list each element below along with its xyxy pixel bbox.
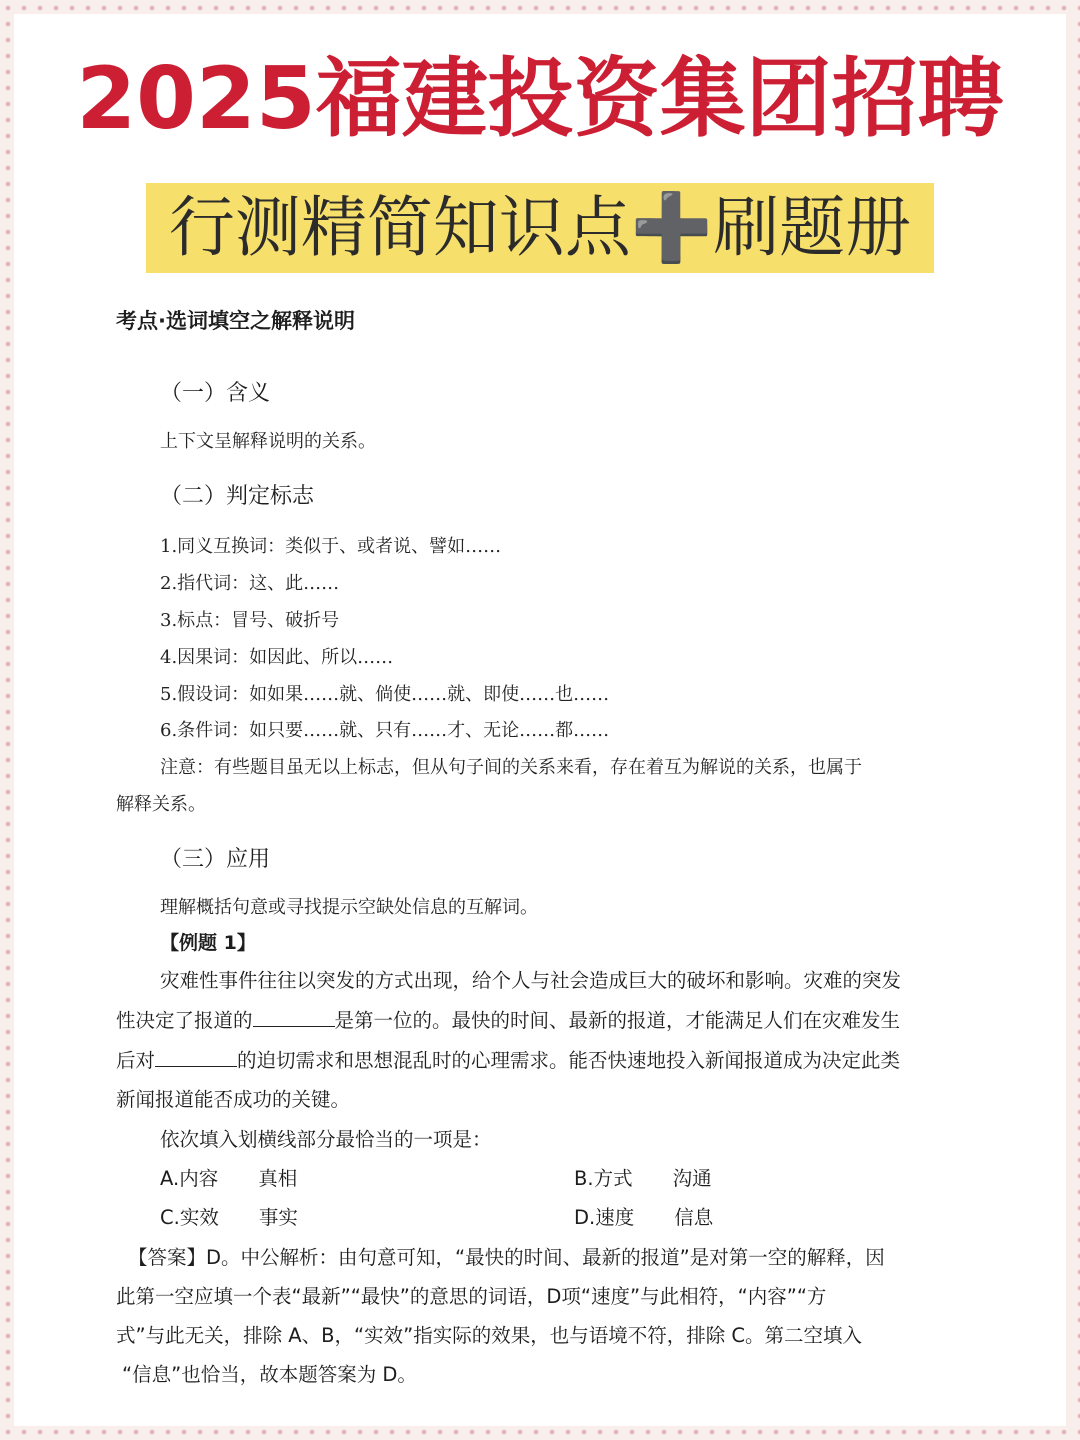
subtitle xyxy=(146,183,934,273)
example-para-line-2 xyxy=(116,1005,900,1033)
option-b xyxy=(574,1163,712,1191)
note-line-2: 解释关系。 xyxy=(116,794,206,815)
note-line-1: 注意：有些题目虽无以上标志，但从句子间的关系来看，存在着互为解说的关系，也属于 xyxy=(160,757,862,778)
section-1-text: 上下文呈解释说明的关系。 xyxy=(160,431,376,452)
option-a-word2: 真相 xyxy=(258,1167,298,1190)
fill-blank-1 xyxy=(253,1008,335,1027)
option-c-word2: 事实 xyxy=(258,1206,298,1229)
section-2-heading: （二）判定标志 xyxy=(160,484,315,509)
marker-item-6: 6.条件词：如只要……就、只有……才、无论……都…… xyxy=(160,720,610,741)
answer-line-1: 【答案】D。中公解析：由句意可知，“最快的时间、最新的报道”是对第一空的解释，因 xyxy=(128,1246,885,1269)
answer-line-4: “信息”也恰当，故本题答案为 D。 xyxy=(122,1363,417,1386)
subtitle-tail: 刷题册 xyxy=(713,189,912,266)
example-para-line-2b: 是第一位的。最快的时间、最新的报道，才能满足人们在灾难发生 xyxy=(334,1009,901,1032)
example-para-line-4: 新闻报道能否成功的关键。 xyxy=(116,1088,351,1111)
section-3-text: 理解概括句意或寻找提示空缺处信息的互解词。 xyxy=(160,897,538,918)
answer-line-3: 式”与此无关，排除 A、B，“实效”指实际的效果，也与语境不符，排除 C。第二空填入 xyxy=(116,1324,863,1347)
section-1-heading: （一）含义 xyxy=(160,381,271,406)
marker-item-2: 2.指代词：这、此…… xyxy=(160,573,340,594)
answer-line-2: 此第一空应填一个表“最新”“最快”的意思的词语，D项“速度”与此相符，“内容”“方 xyxy=(116,1285,827,1308)
option-d-word1: D.速度 xyxy=(574,1206,635,1229)
example-para-line-2a: 性决定了报道的 xyxy=(116,1009,253,1032)
marker-item-4: 4.因果词：如因此、所以…… xyxy=(160,647,394,668)
option-c xyxy=(160,1202,298,1230)
option-a xyxy=(160,1163,297,1191)
option-b-word2: 沟通 xyxy=(672,1167,712,1190)
example-question: 依次填入划横线部分最恰当的一项是： xyxy=(160,1128,492,1151)
option-b-word1: B.方式 xyxy=(574,1167,633,1190)
marker-item-5: 5.假设词：如如果……就、倘使……就、即使……也…… xyxy=(160,684,610,705)
fill-blank-2 xyxy=(155,1048,237,1067)
example-para-line-3b: 的迫切需求和思想混乱时的心理需求。能否快速地投入新闻报道成为决定此类 xyxy=(237,1049,901,1072)
example-para-line-3 xyxy=(116,1045,900,1073)
page-title: 2025福建投资集团招聘 xyxy=(76,49,1004,149)
section-3-heading: （三）应用 xyxy=(160,847,271,872)
example-para-line-3a: 后对 xyxy=(116,1049,156,1072)
option-c-word1: C.实效 xyxy=(160,1206,219,1229)
subtitle-main: 行测精简知识点 xyxy=(168,189,631,266)
example-label: 【例题 1】 xyxy=(160,932,256,954)
option-d-word2: 信息 xyxy=(674,1206,714,1229)
marker-item-1: 1.同义互换词：类似于、或者说、譬如…… xyxy=(160,536,502,557)
option-a-word1: A.内容 xyxy=(160,1167,219,1190)
topic-heading: 考点·选词填空之解释说明 xyxy=(116,309,355,333)
plus-icon: ➕ xyxy=(630,189,714,266)
marker-item-3: 3.标点：冒号、破折号 xyxy=(160,610,340,631)
option-d xyxy=(574,1202,713,1230)
example-para-line-1: 灾难性事件往往以突发的方式出现，给个人与社会造成巨大的破坏和影响。灾难的突发 xyxy=(160,969,902,992)
